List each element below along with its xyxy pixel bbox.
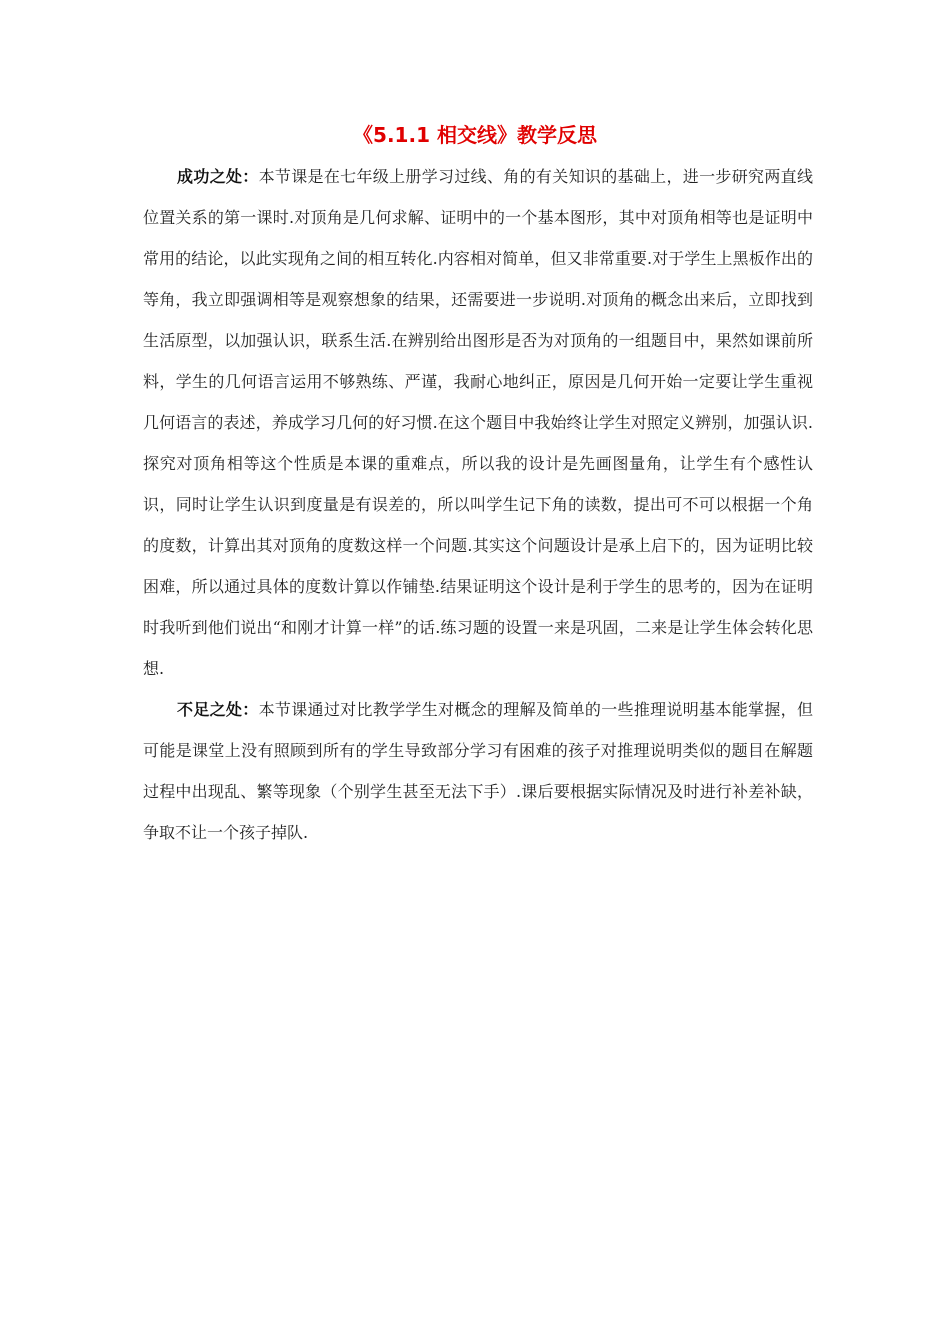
paragraph-text-success: 本节课是在七年级上册学习过线、角的有关知识的基础上，进一步研究两直线位置关系的第一课时.对顶角是几何求解、证明中的一个基本图形，其中对顶角相等也是证明中常用的结论，以此实现角之间的相互转化.内容相对简单，但又非常重要.对于学生上黑板作出的等角，我立即强调相等是观察想象的结果，还需要进一步说明.对顶角的概念出来后，立即找到生活原型，以加强认识，联系生活.在辨别给出图形是否为对顶角的一组题目中，果然如课前所料，学生的几何语言运用不够熟练、严谨，我耐心地纠正，原因是几何开始一定要让学生重视几何语言的表述，养成学习几何的好习惯.在这个题目中我始终让学生对照定义辨别，加强认识.探究对顶角相等这个性质是本课的重难点，所以我的设计是先画图量角，让学生有个感性认识，同时让学生认识到度量是有误差的，所以叫学生记下角的读数，提出可不可以根据一个角的度数，计算出其对顶角的度数这样一个问题.其实这个问题设计是承上启下的，因为证明比较困难，所以通过具体的度数计算以作铺垫.结果证明这个设计是利于学生的思考的，因为在证明时我听到他们说出“和刚才计算一样”的话.练习题的设置一来是巩固，二来是让学生体会转化思想.	[143, 167, 813, 678]
paragraph-lead-success: 成功之处：	[177, 167, 259, 186]
paragraph-shortcoming	[143, 689, 813, 853]
paragraph-text-shortcoming: 本节课通过对比教学学生对概念的理解及简单的一些推理说明基本能掌握，但可能是课堂上没有照顾到所有的学生导致部分学习有困难的孩子对推理说明类似的题目在解题过程中出现乱、繁等现象（个别学生甚至无法下手）.课后要根据实际情况及时进行补差补缺，争取不让一个孩子掉队.	[143, 700, 813, 842]
document-body	[143, 156, 813, 853]
paragraph-lead-shortcoming: 不足之处：	[177, 700, 259, 719]
paragraph-success	[143, 156, 813, 689]
document-title: 《5.1.1 相交线》教学反思	[353, 123, 597, 147]
